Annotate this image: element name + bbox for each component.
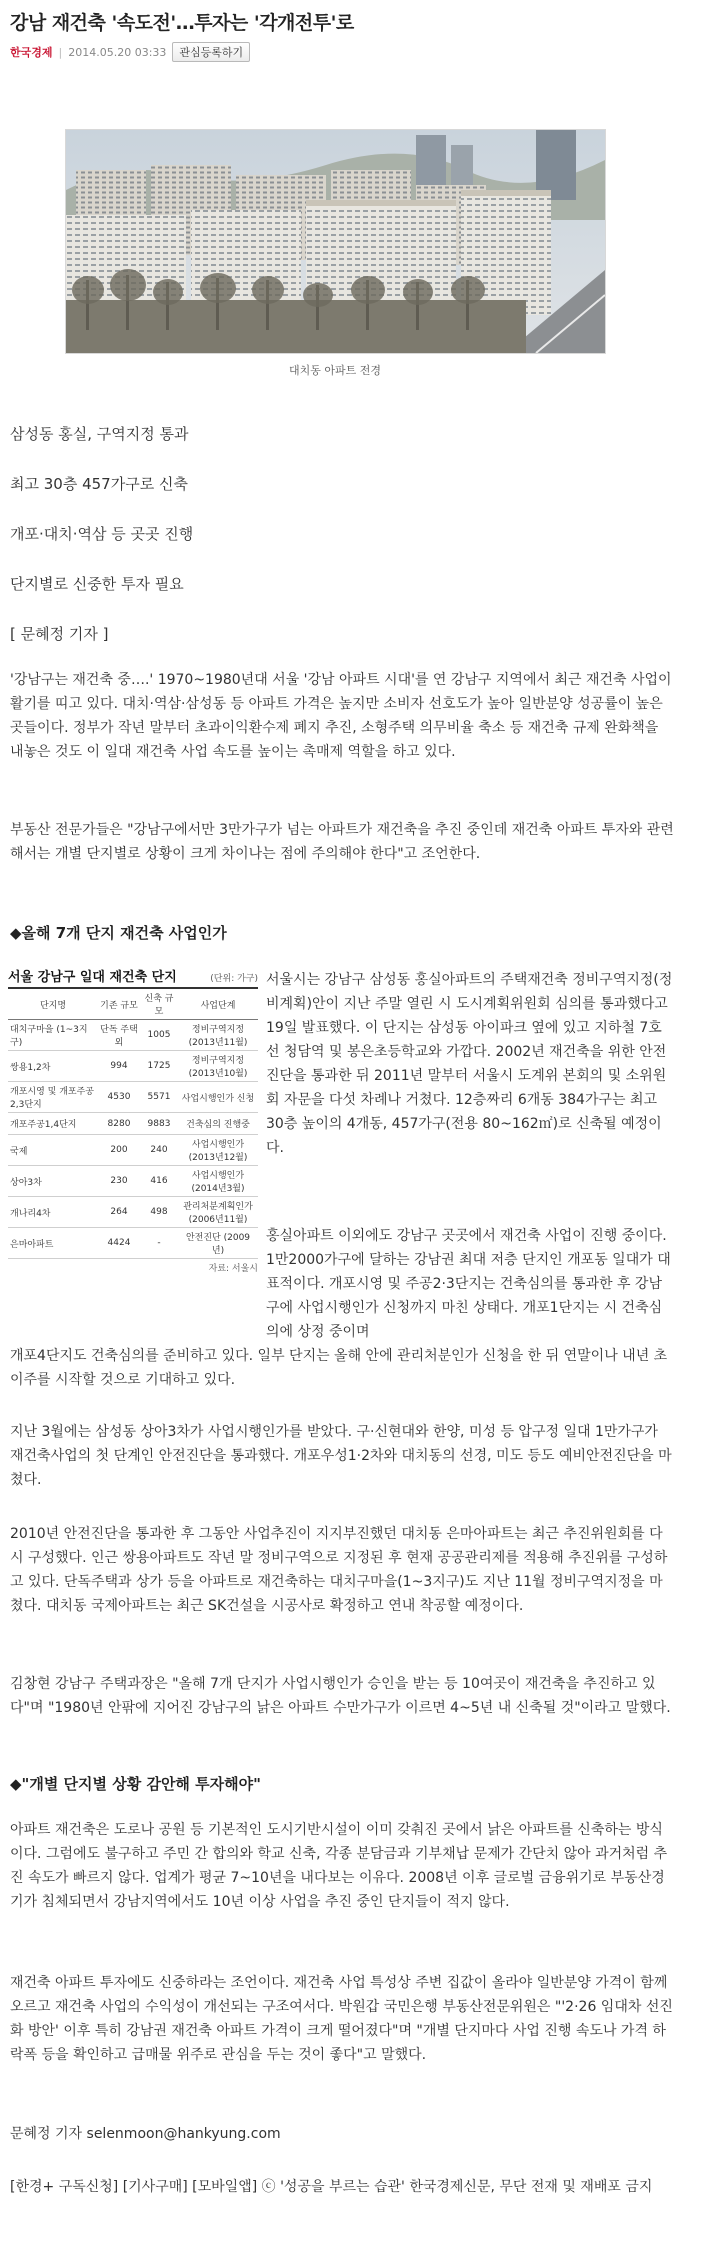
- table-row: [8, 1197, 258, 1228]
- cell-stage: 관리처분계획인가 (2006년11월): [178, 1197, 258, 1228]
- section-heading-1: ◆올해 7개 단지 재건축 사업인가: [10, 924, 227, 942]
- cell-stage: 안전진단 (2009년): [178, 1228, 258, 1259]
- paragraph-1: '강남구는 재건축 중….' 1970~1980년대 서울 '강남 아파트 시대'를 연 강남구 지역에서 최근 재건축 사업이 활기를 띠고 있다. 대치·역삼·삼성동 등 아파트 가격은 높지만 소비자 선호도가 높아 일반분양 성공률이 높은 곳들이다. 정부가 작년 말부터 초과이익환수제 폐지 추진, 소형주택 의무비율 축소 등 재건축 규제 완화책을 내놓은 것도 이 일대 재건축 사업 속도를 높이는 촉매제 역할을 하고 있다.: [10, 672, 672, 760]
- table-header-row: [8, 989, 258, 1020]
- cell-new: 240: [140, 1135, 178, 1166]
- subhead-3: 개포·대치·역삼 등 곳곳 진행: [10, 525, 194, 543]
- table-row: [8, 1020, 258, 1051]
- cell-existing: 4530: [98, 1082, 140, 1113]
- cell-new: 498: [140, 1197, 178, 1228]
- apartment-photo-illustration: [66, 130, 605, 353]
- article-headline: 강남 재건축 '속도전'…투자는 '각개전투'로: [10, 12, 354, 34]
- header-new: 신축 규모: [140, 989, 178, 1020]
- paragraph-8: 아파트 재건축은 도로나 공원 등 기본적인 도시기반시설이 이미 갖춰진 곳에서 낡은 아파트를 신축하는 방식이다. 그럼에도 불구하고 주민 간 합의와 학교 신축, 각종 분담금과 기부채납 문제가 간단치 않아 과거처럼 추진 속도가 빠르지 않다. 업계가 평균 7~10년을 내다보는 이유다. 2008년 이후 글로벌 금융위기로 부동산경기가 침체되면서 강남지역에서도 10년 이상 사업을 추진 중인 단지들이 적지 않다.: [10, 1822, 668, 1910]
- cell-stage: 정비구역지정 (2013년11월): [178, 1020, 258, 1051]
- cell-existing: 264: [98, 1197, 140, 1228]
- cell-existing: 단독 주택외: [98, 1020, 140, 1051]
- paragraph-4-part1: 홍실아파트 이외에도 강남구 곳곳에서 재건축 사업이 진행 중이다. 1만2000가구에 달하는 강남권 최대 저층 단지인 개포동 일대가 대표적이다. 개포시영 및 주공2·3단지는 건축심의를 통과한 후 강남구에 사업시행인가 신청까지 마친 상태다. 개포1단지는 시 건축심의에 상정 중이며: [266, 1228, 671, 1340]
- reporter-line: [ 문혜정 기자 ]: [10, 625, 109, 643]
- cell-existing: 230: [98, 1166, 140, 1197]
- paragraph-4-part2: 개포4단지도 건축심의를 준비하고 있다. 일부 단지는 올해 안에 관리처분인가 신청을 한 뒤 연말이나 내년 초 이주를 시작할 것으로 기대하고 있다.: [10, 1348, 668, 1388]
- article-meta: [10, 42, 250, 62]
- table-row: [8, 1135, 258, 1166]
- cell-name: 상아3차: [8, 1166, 98, 1197]
- paragraph-9: 재건축 아파트 투자에도 신중하라는 조언이다. 재건축 사업 특성상 주변 집값이 올라야 일반분양 가격이 함께 오르고 재건축 사업의 수익성이 개선되는 구조여서다. 박원갑 국민은행 부동산전문위원은 "'2·26 임대차 선진화 방안' 이후 특히 강남권 재건축 아파트 가격이 크게 떨어졌다"며 "개별 단지마다 사업 진행 속도나 가격 하락폭 등을 확인하고 급매물 위주로 관심을 두는 것이 좋다"고 말했다.: [10, 1975, 673, 2063]
- header-existing: 기존 규모: [98, 989, 140, 1020]
- paragraph-3: 서울시는 강남구 삼성동 홍실아파트의 주택재건축 정비구역지정(정비계획)안이 지난 주말 열린 시 도시계획위원회 심의를 통과했다고 19일 발표했다. 이 단지는 삼성동 아이파크 옆에 있고 지하철 7호선 청담역 및 봉은초등학교와 가깝다. 2002년 재건축을 위한 안전진단을 통과한 뒤 2011년 말부터 서울시 도계위 본회의 및 소위원회 자문을 다섯 차례나 거쳤다. 12층짜리 6개동 384가구는 최고 30층 높이의 4개동, 457가구(전용 80~162㎡)로 신축될 예정이다.: [266, 972, 673, 1156]
- cell-new: 9883: [140, 1113, 178, 1135]
- table-row: [8, 1228, 258, 1259]
- cell-new: 5571: [140, 1082, 178, 1113]
- cell-existing: 8280: [98, 1113, 140, 1135]
- table-grid: [8, 989, 258, 1259]
- add-favorite-button[interactable]: 관심등록하기: [172, 42, 250, 62]
- subhead-1: 삼성동 홍실, 구역지정 통과: [10, 425, 189, 443]
- source-name[interactable]: 한국경제: [10, 46, 53, 59]
- copyright-footer[interactable]: [한경+ 구독신청] [기사구매] [모바일앱] ⓒ '성공을 부르는 습관' 한국경제신문, 무단 전재 및 재배포 금지: [10, 2179, 653, 2195]
- cell-stage: 사업시행인가 (2014년3월): [178, 1166, 258, 1197]
- table-title: 서울 강남구 일대 재건축 단지: [8, 970, 177, 985]
- cell-name: 대치구마을 (1~3지구): [8, 1020, 98, 1051]
- byline: 문혜정 기자 selenmoon@hankyung.com: [10, 2126, 281, 2142]
- cell-stage: 사업시행인가 신청: [178, 1082, 258, 1113]
- paragraph-5: 지난 3월에는 삼성동 상아3차가 사업시행인가를 받았다. 구·신현대와 한양, 미성 등 압구정 일대 1만가구가 재건축사업의 첫 단계인 안전진단을 통과했다. 개포우성1·2차와 대치동의 선경, 미도 등도 예비안전진단을 마쳤다.: [10, 1424, 672, 1488]
- table-unit: (단위: 가구): [210, 974, 258, 984]
- cell-stage: 정비구역지정 (2013년10월): [178, 1051, 258, 1082]
- table-row: [8, 1051, 258, 1082]
- paragraph-7: 김창현 강남구 주택과장은 "올해 7개 단지가 사업시행인가 승인을 받는 등 10여곳이 재건축을 추진하고 있다"며 "1980년 안팎에 지어진 강남구의 낡은 아파트 수만가구가 이르면 4~5년 내 신축될 것"이라고 말했다.: [10, 1676, 671, 1716]
- article-date: 2014.05.20 03:33: [68, 45, 167, 59]
- cell-name: 쌍용1,2차: [8, 1051, 98, 1082]
- header-name: 단지명: [8, 989, 98, 1020]
- photo-caption: 대치동 아파트 전경: [288, 364, 381, 377]
- cell-stage: 사업시행인가 (2013년12월): [178, 1135, 258, 1166]
- subhead-2: 최고 30층 457가구로 신축: [10, 475, 188, 493]
- article-photo: [65, 129, 606, 354]
- cell-name: 은마아파트: [8, 1228, 98, 1259]
- table-title-row: [8, 966, 258, 989]
- cell-new: 1725: [140, 1051, 178, 1082]
- cell-name: 개포주공1,4단지: [8, 1113, 98, 1135]
- cell-existing: 994: [98, 1051, 140, 1082]
- cell-name: 국제: [8, 1135, 98, 1166]
- meta-separator: |: [58, 45, 63, 59]
- cell-new: 416: [140, 1166, 178, 1197]
- redevelopment-table: [8, 966, 258, 1274]
- section-heading-2: ◆"개별 단지별 상황 감안해 투자해야": [10, 1775, 261, 1793]
- cell-new: 1005: [140, 1020, 178, 1051]
- cell-existing: 4424: [98, 1228, 140, 1259]
- subhead-4: 단지별로 신중한 투자 필요: [10, 575, 184, 593]
- cell-existing: 200: [98, 1135, 140, 1166]
- cell-new: -: [140, 1228, 178, 1259]
- table-row: [8, 1082, 258, 1113]
- cell-name: 개나리4차: [8, 1197, 98, 1228]
- cell-name: 개포시영 및 개포주공2,3단지: [8, 1082, 98, 1113]
- table-source-note: 자료: 서울시: [208, 1264, 258, 1274]
- header-stage: 사업단계: [178, 989, 258, 1020]
- table-row: [8, 1166, 258, 1197]
- cell-stage: 건축심의 진행중: [178, 1113, 258, 1135]
- table-row: [8, 1113, 258, 1135]
- paragraph-2: 부동산 전문가들은 "강남구에서만 3만가구가 넘는 아파트가 재건축을 추진 중인데 재건축 아파트 투자와 관련해서는 개별 단지별로 상황이 크게 차이나는 점에 주의해야 한다"고 조언한다.: [10, 822, 674, 862]
- paragraph-6: 2010년 안전진단을 통과한 후 그동안 사업추진이 지지부진했던 대치동 은마아파트는 최근 추진위원회를 다시 구성했다. 인근 쌍용아파트도 작년 말 정비구역으로 지정된 후 현재 공공관리제를 적용해 추진위를 구성하고 있다. 단독주택과 상가 등을 아파트로 재건축하는 대치구마을(1~3지구)도 지난 11월 정비구역지정을 마쳤다. 대치동 국제아파트는 최근 SK건설을 시공사로 확정하고 연내 착공할 예정이다.: [10, 1526, 668, 1614]
